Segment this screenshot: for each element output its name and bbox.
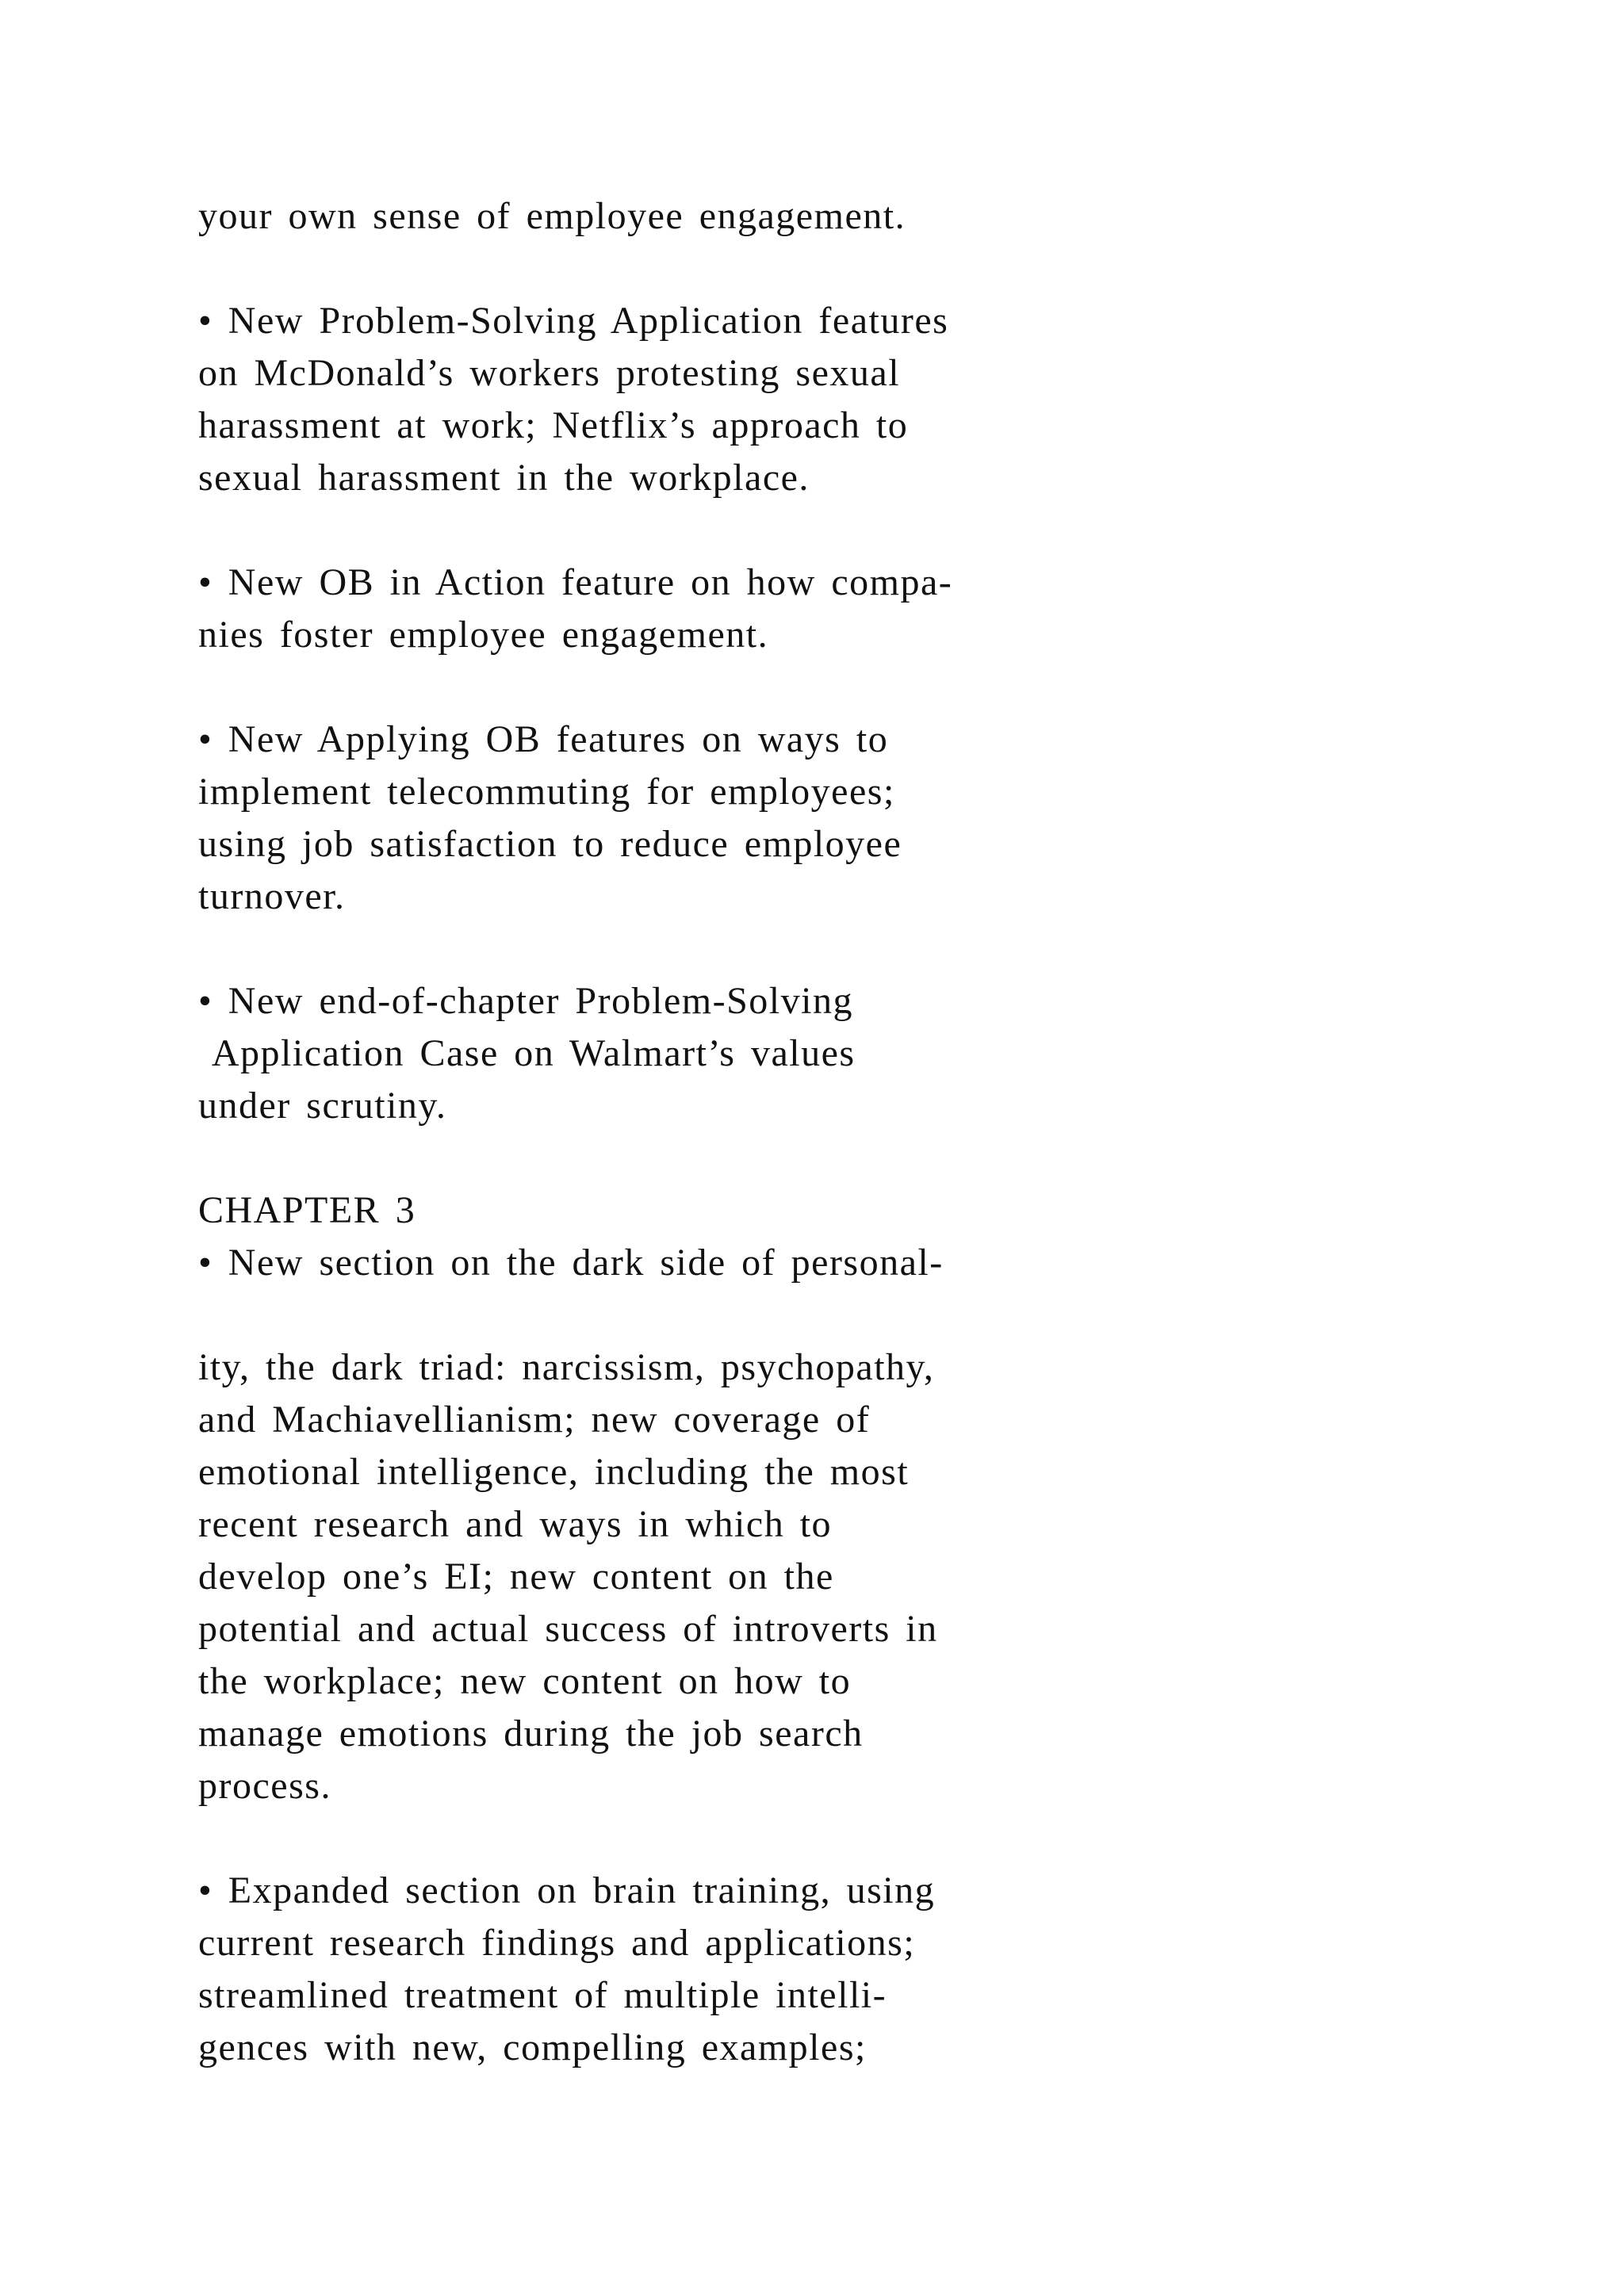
text-line: manage emotions during the job search [198,1712,864,1755]
text-line: the workplace; new content on how to [198,1660,852,1702]
text-line: • New section on the dark side of personal- [198,1242,944,1284]
text-line: develop one’s EI; new content on the [198,1556,834,1598]
paragraph-gap [198,1132,1229,1184]
text-line: process. [198,1765,331,1807]
text-line: • New Applying OB features on ways to [198,718,889,760]
paragraph-gap [198,243,1229,295]
text-line: • New OB in Action feature on how compa- [198,561,953,603]
text-line: Application Case on Walmart’s values [198,1032,856,1074]
text-line: under scrutiny. [198,1085,447,1127]
paragraph-gap [198,1289,1229,1341]
text-line: potential and actual success of introverts in [198,1608,938,1650]
text-line: your own sense of employee engagement. [198,195,906,237]
text-line: and Machiavellianism; new coverage of [198,1399,871,1441]
text-line: nies foster employee engagement. [198,614,769,656]
text-line: sexual harassment in the workplace. [198,457,810,499]
text-line: ity, the dark triad: narcissism, psychopathy, [198,1346,935,1388]
text-line: • Expanded section on brain training, using [198,1869,936,1911]
text-line: harassment at work; Netflix’s approach to [198,404,909,446]
text-line: current research findings and applications; [198,1922,916,1964]
paragraph-gap [198,504,1229,557]
text-line: using job satisfaction to reduce employee [198,823,902,865]
body-text [198,190,1229,2074]
chapter-heading: CHAPTER 3 [198,1189,416,1231]
text-line: recent research and ways in which to [198,1503,833,1545]
text-line: on McDonald’s workers protesting sexual [198,352,901,394]
text-line: emotional intelligence, including the most [198,1451,910,1493]
text-line: streamlined treatment of multiple intelli- [198,1974,887,2016]
text-line: turnover. [198,875,346,917]
paragraph-gap [198,923,1229,975]
text-line: • New Problem-Solving Application features [198,300,949,342]
paragraph-gap [198,661,1229,714]
text-line: implement telecommuting for employees; [198,771,895,813]
text-line: gences with new, compelling examples; [198,2026,867,2068]
text-line: • New end-of-chapter Problem-Solving [198,980,853,1022]
paragraph-gap [198,1812,1229,1865]
